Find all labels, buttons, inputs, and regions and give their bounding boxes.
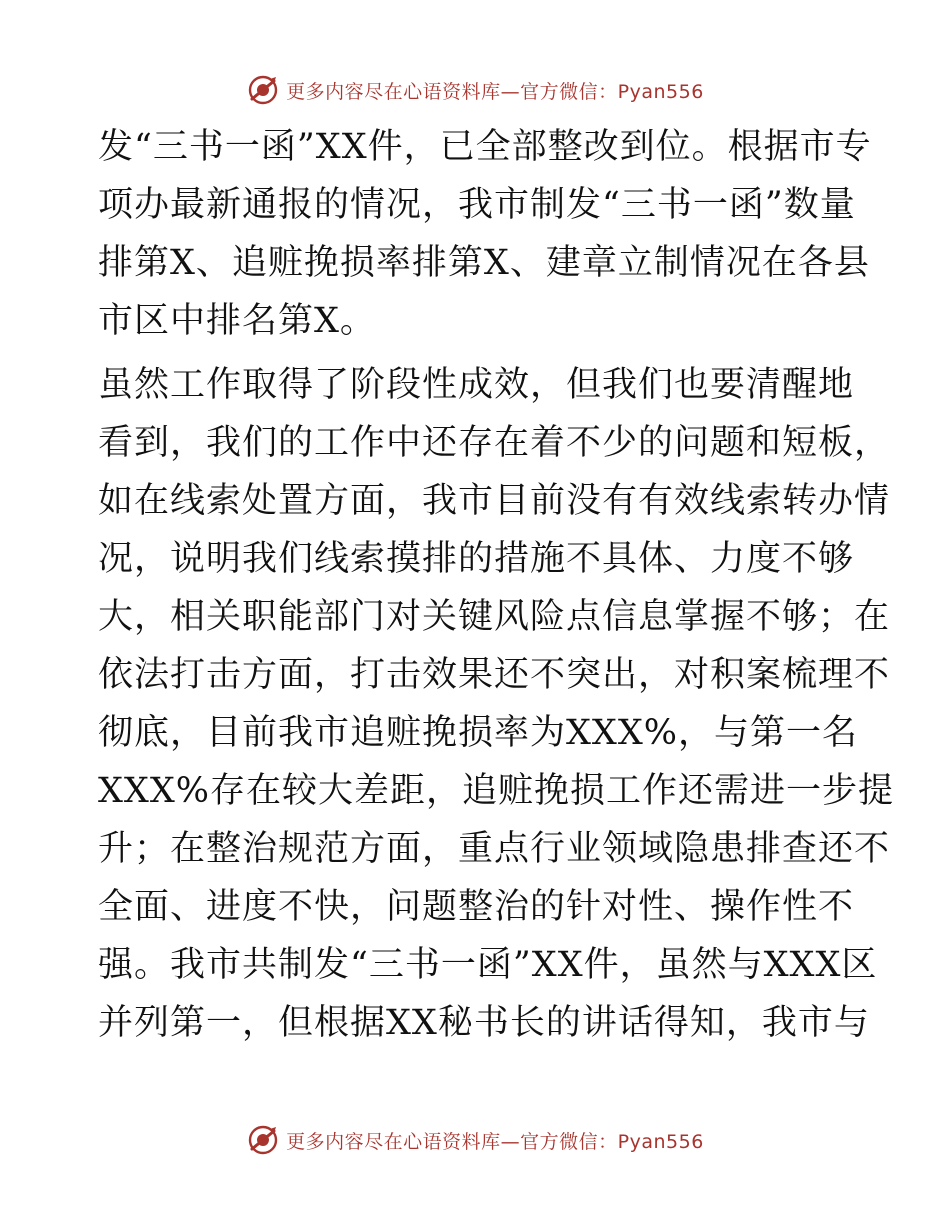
text-line: 如在线索处置方面，我市目前没有有效线索转办情	[98, 481, 891, 521]
paragraph-1	[98, 118, 872, 350]
text-line: 彻底，目前我市追赃挽损率为XXX%，与第一名	[98, 713, 859, 753]
text-line: 市区中排名第X。	[98, 301, 376, 341]
header-watermark-text: 更多内容尽在心语资料库—官方微信：Pyan556	[286, 80, 704, 103]
text-line: 强。我市共制发“三书一函”XX件，虽然与XXX区	[98, 945, 878, 985]
footer-watermark-text: 更多内容尽在心语资料库—官方微信：Pyan556	[286, 1130, 704, 1153]
text-line: 升；在整治规范方面，重点行业领域隐患排查还不	[98, 829, 891, 869]
text-line: XXX%存在较大差距，追赃挽损工作还需进一步提	[98, 771, 895, 811]
text-line: 大，相关职能部门对关键风险点信息掌握不够；在	[98, 597, 891, 637]
header-watermark	[0, 70, 950, 110]
brand-logo-icon	[246, 1123, 280, 1157]
text-line: 排第X、追赃挽损率排第X、建章立制情况在各县	[98, 243, 870, 283]
brand-logo-icon	[246, 73, 280, 107]
text-line: 看到，我们的工作中还存在着不少的问题和短板，	[98, 423, 891, 463]
text-line: 全面、进度不快，问题整治的针对性、操作性不	[98, 887, 855, 927]
paragraph-2	[98, 356, 895, 1052]
text-line: 况，说明我们线索摸排的措施不具体、力度不够	[98, 539, 855, 579]
text-line: 虽然工作取得了阶段性成效，但我们也要清醒地	[98, 365, 855, 405]
document-body	[98, 118, 895, 1052]
footer-watermark	[0, 1120, 950, 1160]
text-line: 项办最新通报的情况，我市制发“三书一函”数量	[98, 185, 856, 225]
text-line: 依法打击方面，打击效果还不突出，对积案梳理不	[98, 655, 891, 695]
text-line: 并列第一，但根据XX秘书长的讲话得知，我市与	[98, 1003, 870, 1043]
text-line: 发“三书一函”XX件，已全部整改到位。根据市专	[98, 127, 872, 167]
